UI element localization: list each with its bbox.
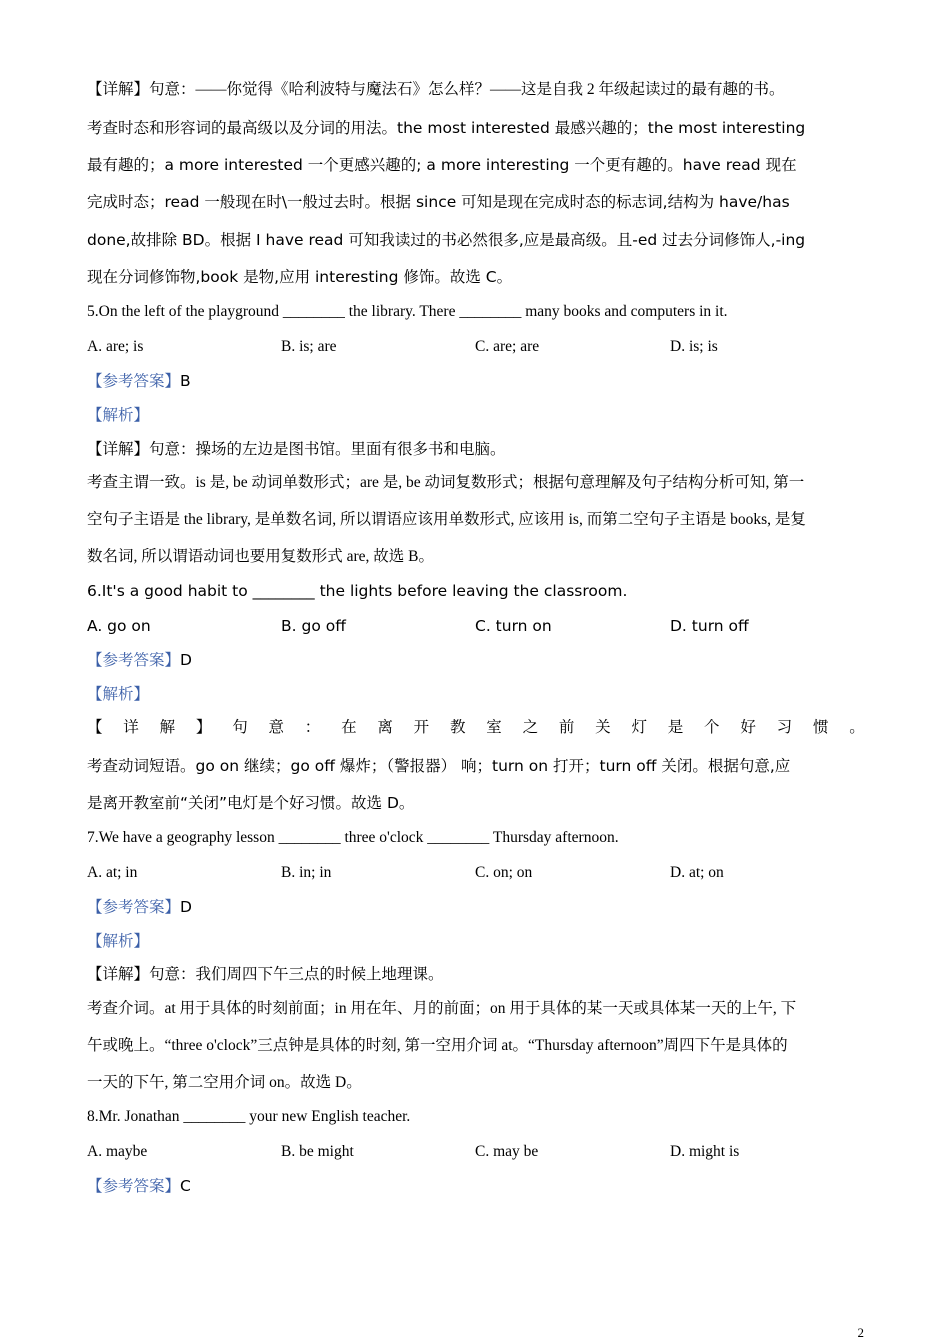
q7-option-c: C. on; on (475, 864, 533, 881)
q6-explanation-line-1: 考查动词短语。go on 继续；go off 爆炸；（警报器） 响；turn on 打开；turn off 关闭。根据句意,应 (87, 757, 791, 775)
q8-answer-row (87, 1175, 865, 1198)
q5-answer: B (180, 372, 191, 390)
prev-detail-line-1: 【详解】句意：——你觉得《哈利波特与魔法石》怎么样？——这是自我 2 年级起读过的最有趣的书。 (87, 81, 785, 98)
q6-analysis-label: 【解析】 (87, 686, 150, 703)
q5-explanation-line-2: 空句子主语是 the library, 是单数名词, 所以谓语应该用单数形式, 应该用 is, 而第二空句子主语是 books, 是复 (87, 511, 806, 528)
prev-detail-line-3: 最有趣的；a more interested 一个更感兴趣的; a more interesting 一个更有趣的。have read 现在 (87, 156, 797, 174)
q7-answer-row (87, 896, 865, 919)
q6-detail: 【 详 解 】 句 意 ： 在 离 开 教 室 之 前 关 灯 是 个 好 习 惯 。 (87, 719, 865, 736)
q5-analysis-label: 【解析】 (87, 407, 150, 424)
q8-option-d: D. might is (670, 1143, 740, 1160)
q6-answer-row (87, 649, 865, 672)
q7-detail: 【详解】句意：我们周四下午三点的时候上地理课。 (87, 966, 444, 983)
q6-answer: D (180, 651, 192, 669)
q5-detail: 【详解】句意：操场的左边是图书馆。里面有很多书和电脑。 (87, 441, 506, 458)
q7-option-b: B. in; in (281, 864, 332, 881)
q5-answer-row (87, 370, 865, 393)
q8-option-c: C. may be (475, 1143, 539, 1160)
q7-option-a: A. at; in (87, 864, 138, 881)
q5-option-c: C. are; are (475, 338, 540, 355)
q8-answer: C (180, 1177, 191, 1195)
q5-question: 5.On the left of the playground ________ the library. There ________ many books and computers in it. (87, 303, 728, 320)
q7-option-d: D. at; on (670, 864, 724, 881)
q6-answer-label: 【参考答案】 (87, 652, 181, 669)
q6-option-d: D. turn off (670, 617, 749, 635)
prev-detail-line-4: 完成时态；read 一般现在时\一般过去时。根据 since 可知是现在完成时态的标志词,结构为 have/has (87, 193, 790, 211)
q7-explanation-line-3: 一天的下午, 第二空用介词 on。故选 D。 (87, 1074, 362, 1091)
q5-option-b: B. is; are (281, 338, 337, 355)
q5-explanation-line-3: 数名词, 所以谓语动词也要用复数形式 are, 故选 B。 (87, 548, 435, 565)
q5-option-a: A. are; is (87, 338, 144, 355)
q6-explanation-line-2: 是离开教室前“关闭”电灯是个好习惯。故选 D。 (87, 794, 415, 812)
q5-answer-label: 【参考答案】 (87, 373, 181, 390)
q6-option-b: B. go off (281, 617, 346, 635)
q7-explanation-line-1: 考查介词。at 用于具体的时刻前面；in 用在年、月的前面；on 用于具体的某一天或具体某一天的上午, 下 (87, 1000, 797, 1017)
q8-option-b: B. be might (281, 1143, 354, 1160)
q8-option-a: A. maybe (87, 1143, 148, 1160)
q6-option-c: C. turn on (475, 617, 552, 635)
prev-detail-line-6: 现在分词修饰物,book 是物,应用 interesting 修饰。故选 C。 (87, 268, 513, 286)
q7-explanation-line-2: 午或晚上。“three o'clock”三点钟是具体的时刻, 第一空用介词 at。“Thursday afternoon”周四下午是具体的 (87, 1037, 788, 1054)
q7-analysis-label: 【解析】 (87, 933, 150, 950)
q7-answer-label: 【参考答案】 (87, 899, 181, 916)
q8-question: 8.Mr. Jonathan ________ your new English teacher. (87, 1108, 411, 1125)
q8-answer-label: 【参考答案】 (87, 1178, 181, 1195)
q7-question: 7.We have a geography lesson ________ three o'clock ________ Thursday afternoon. (87, 829, 619, 846)
q5-explanation-line-1: 考查主谓一致。is 是, be 动词单数形式；are 是, be 动词复数形式；根据句意理解及句子结构分析可知, 第一 (87, 474, 805, 491)
q6-question: 6.It's a good habit to ________ the lights before leaving the classroom. (87, 582, 628, 600)
prev-detail-line-2: 考查时态和形容词的最高级以及分词的用法。the most interested 最感兴趣的；the most interesting (87, 119, 806, 137)
page-number: 2 (857, 1325, 864, 1340)
q6-option-a: A. go on (87, 617, 151, 635)
q7-answer: D (180, 898, 192, 916)
q5-option-d: D. is; is (670, 338, 718, 355)
prev-detail-line-5: done,故排除 BD。根据 I have read 可知我读过的书必然很多,应是最高级。且-ed 过去分词修饰人,-ing (87, 231, 806, 249)
